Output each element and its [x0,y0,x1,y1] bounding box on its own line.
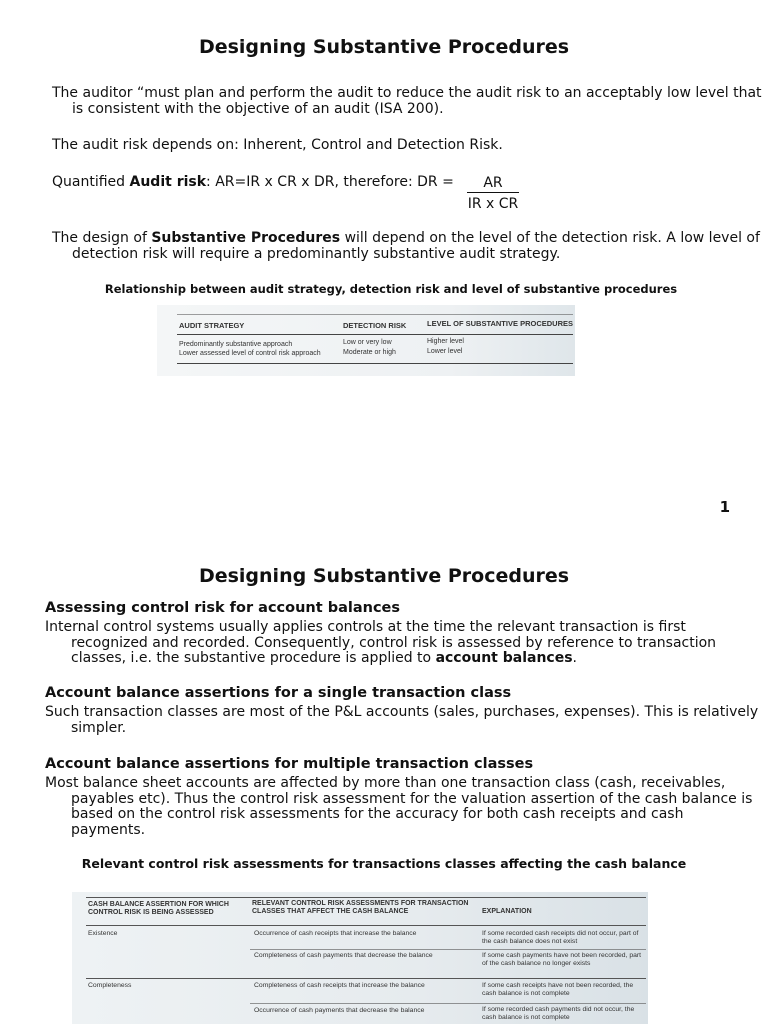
heading-single-class: Account balance assertions for a single transaction class [45,685,512,701]
row-2-strategy: Lower assessed level of control risk approach [179,350,321,357]
formula-text: : AR=IR x CR x DR, therefore: DR = [206,174,454,190]
heading-multiple-classes: Account balance assertions for multiple transaction classes [45,756,534,772]
design-prefix: The design of [52,230,152,246]
formula-fraction [467,175,519,212]
row-1-assessment: Occurrence of cash receipts that increase the balance [254,930,417,937]
header-cash-assertion: CASH BALANCE ASSERTION FOR WHICH CONTROL RISK IS BEING ASSESSED [88,901,229,916]
single-class-body: Such transaction classes are most of the P&L accounts (sales, purchases, expenses). This is relatively simpler. [45,704,759,736]
heading-control-risk-balances: Assessing control risk for account balances [45,600,401,616]
table-2-caption: Relevant control risk assessments for transactions classes affecting the cash balance [81,856,687,871]
row-3-explanation: If some cash receipts have not been recorded, the cash balance is not complete [482,982,634,997]
body-1-end: . [572,650,577,666]
row-1-strategy: Predominantly substantive approach [179,341,293,348]
substantive-design-paragraph [52,231,762,262]
body-1-text: Internal control systems usually applies controls at the time the relevant transaction is first recognized and recorded. Consequently, control risk is assessed by reference to transaction classes, i.e. the substantive procedure is applied to [45,619,717,666]
quantified-prefix: Quantified [52,174,130,190]
row-2-rule [86,978,646,979]
cash-balance-table-scan [72,892,648,1024]
row-completeness-assertion: Completeness [88,982,132,989]
account-balances-term: account balances [435,650,573,666]
row-3-assessment: Completeness of cash receipts that increase the balance [254,982,425,989]
row-1-rule [250,949,646,950]
control-risk-balances-body [45,620,761,667]
table-header-rule [177,334,573,335]
row-3-rule [250,1003,646,1004]
page-number: 1 [719,498,730,516]
row-2-assessment: Completeness of cash payments that decrease the balance [254,952,433,959]
header-explanation: EXPLANATION [482,908,532,915]
multiple-classes-body: Most balance sheet accounts are affected by more than one transaction class (cash, receivables, payables etc). Thus the control risk assessment for the valuation assertion of the cash balance is based on the control risk assessments for the accuracy for both cash receipts and cash payments. [45,775,753,838]
header-audit-strategy: AUDIT STRATEGY [179,321,245,330]
row-2-detection: Moderate or high [343,349,396,356]
table-1-caption: Relationship between audit strategy, detection risk and level of substantive procedures [104,282,678,296]
substantive-procedures-term: Substantive Procedures [151,230,341,246]
design-suffix: will depend on the level of the detection risk. A low level of detection risk will require a predominantly substantive audit strategy. [72,230,760,262]
row-4-explanation: If some recorded cash payments did not occur, the cash balance is not complete [482,1006,635,1021]
audit-risk-term: Audit risk [129,174,207,190]
quantified-audit-risk-paragraph [52,175,492,191]
row-1-detection: Low or very low [343,339,392,346]
row-1-explanation: If some recorded cash receipts did not occur, part of the cash balance does not exist [482,930,639,945]
header-detection-risk: DETECTION RISK [343,321,407,330]
fraction-numerator: AR [467,175,519,193]
row-2-explanation: If some cash payments have not been recorded, part of the cash balance no longer exists [482,952,642,967]
table-bottom-rule [177,363,573,364]
auditor-definition-paragraph: The auditor “must plan and perform the audit to reduce the audit risk to an acceptably low level that is consistent with the objective of an audit (ISA 200). [52,85,762,117]
audit-risk-components-paragraph: The audit risk depends on: Inherent, Control and Detection Risk. [52,137,503,153]
slide-2-title: Designing Substantive Procedures [198,565,570,587]
row-existence-assertion: Existence [88,930,118,937]
table-top-rule [177,314,573,315]
table-2-top-rule [86,897,646,898]
fraction-denominator: IR x CR [467,196,519,212]
header-level-substantive: LEVEL OF SUBSTANTIVE PROCEDURES [427,319,573,328]
row-4-assessment: Occurrence of cash payments that decrease the balance [254,1007,425,1014]
row-1-level: Higher level [427,338,464,345]
audit-strategy-table-scan [157,305,575,376]
table-2-header-rule [86,925,646,926]
slide-1-title: Designing Substantive Procedures [198,36,570,58]
row-2-level: Lower level [427,348,463,355]
header-relevant-assessments: RELEVANT CONTROL RISK ASSESSMENTS FOR TRANSACTION CLASSES THAT AFFECT THE CASH BALANCE [252,900,469,915]
